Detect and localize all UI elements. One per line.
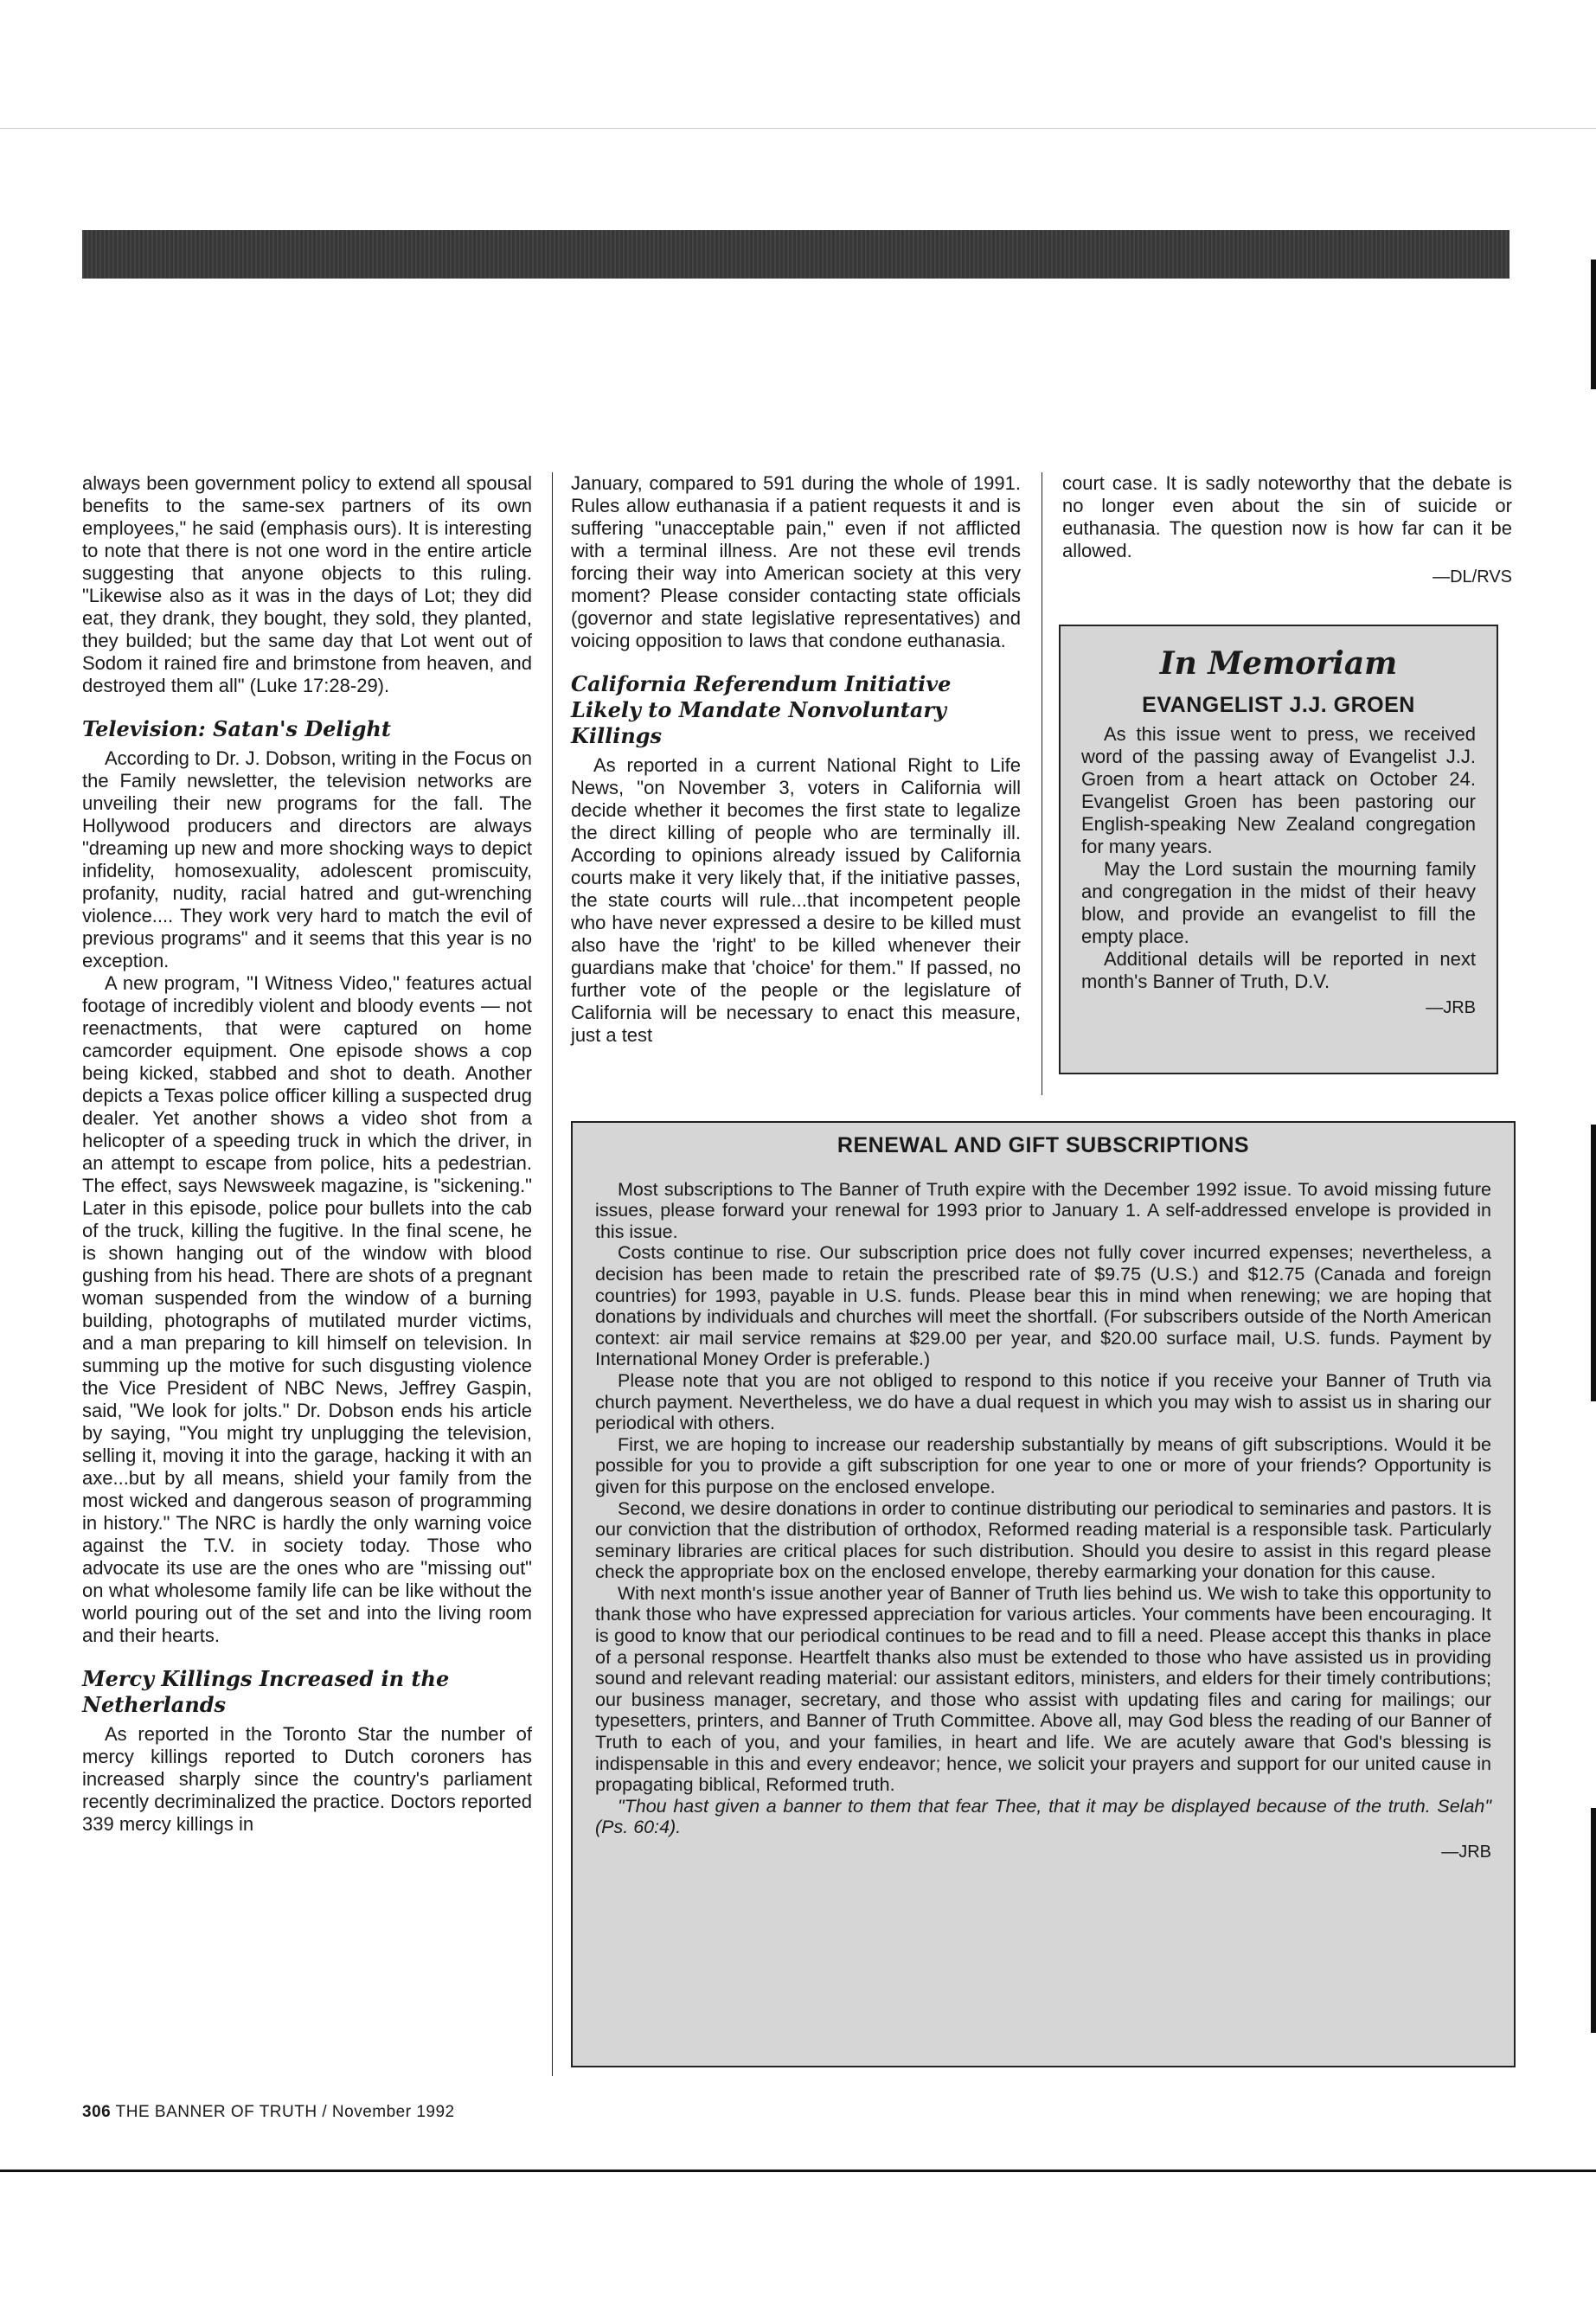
paragraph: A new program, "I Witness Video," features actual footage of incredibly violent and bloody events — not reenactments, that were captured on home camcorder equipment. One episode shows a cop being kicked, stabbed and shot to death. Another depicts a Texas police officer killing a suspected drug dealer. Yet another shows a video shot from a helicopter of a speeding truck in which the driver, in an attempt to escape from police, hits a pedestrian. The effect, says Newsweek magazine, is "sickening." Later in this episode, police pour bullets into the cab of the truck, killing the fugitive. In the final scene, he is shown hanging out of the window with blood gushing from his head. There are shots of a pregnant woman suspended from the window of a burning building, photographs of mutilated murder victims, and a man preparing to kill himself on television. In summing up the motive for such disgusting violence the Vice President of NBC News, Jeffrey Gaspin, said, "We look for jolts." Dr. Dobson ends his article by saying, "You might try unplugging the television, selling it, moving it into the garage, hacking it with an axe...but by all means, shield your family from the most wicked and dangerous season of programming in history." The NRC is hardly the only warning voice against the T.V. in society today. Those who advocate its use are the ones who are "missing out" on what wholesome family life can be like without the world pouring out of the set and into the living room and their hearts. <box>82 972 532 1646</box>
scan-edge-mark <box>1591 1125 1596 1401</box>
paragraph: As reported in a current National Right to Life News, "on November 3, voters in California will decide whether it becomes the first state to legalize the direct killing of people who are terminally ill. According to opinions already issued by California courts make it very likely that, if the initiative passes, the state courts will rule...that incompetent people who have never expressed a desire to be killed must also have the 'right' to be killed whenever their guardians make that 'choice' for them." If passed, no further vote of the people or the legislature of California will be necessary to enact this measure, just a test <box>571 754 1021 1046</box>
page-footer <box>82 2103 455 2122</box>
paragraph: May the Lord sustain the mourning family and congregation in the midst of their heavy blow, and provide an evangelist to fill the empty place. <box>1081 858 1476 947</box>
column-right <box>1062 472 1512 588</box>
paragraph: As reported in the Toronto Star the number of mercy killings reported to Dutch coroners has increased sharply since the country's parliament recently decriminalized the practice. Doctors reported 339 mercy killings in <box>82 1723 532 1835</box>
paragraph: Second, we desire donations in order to continue distributing our periodical to seminaries and pastors. It is our conviction that the distribution of orthodox, Reformed reading material is a responsible task. Particularly seminary libraries are critical places for such distribution. Should you desire to assist in this regard please check the appropriate box on the enclosed envelope, thereby earmarking your donation for this cause. <box>595 1497 1491 1583</box>
section-heading-mercy-killings: Mercy Killings Increased in the Netherlands <box>82 1666 450 1717</box>
article-continuation: January, compared to 591 during the whole of 1991. Rules allow euthanasia if a patient requests it and is suffering "unacceptable pain," even if not afflicted with a terminal illness. Are not these evil trends forcing their way into American society at this very moment? Please consider contacting state officials (governor and state legislative representatives) and voicing opposition to laws that condone euthanasia. <box>571 472 1021 651</box>
paragraph: Most subscriptions to The Banner of Truth expire with the December 1992 issue. To avoid missing future issues, please forward your renewal for 1993 prior to January 1. A self-addressed envelope is provided in this issue. <box>595 1178 1491 1242</box>
author-signature: —DL/RVS <box>1433 567 1512 586</box>
author-signature: —JRB <box>1441 1843 1491 1862</box>
article-continuation: always been government policy to extend all spousal benefits to the same-sex partners of its own employees," he said (emphasis ours). It is interesting to note that there is not one word in the entire article suggesting that anyone objects to this ruling. "Likewise also as it was in the days of Lot; they did eat, they drank, they bought, they sold, they planted, they builded; but the same day that Lot went out of Sodom it rained fire and brimstone from heaven, and destroyed them all" (Luke 17:28-29). <box>82 472 532 696</box>
paragraph: As this issue went to press, we received word of the passing away of Evangelist J.J. Groen from a heart attack on October 24. Evangelist Groen has been pastoring our English-speaking New Zealand congregation for many years. <box>1081 723 1476 857</box>
renewal-subscriptions-box <box>571 1121 1516 2067</box>
paragraph: With next month's issue another year of Banner of Truth lies behind us. We wish to take this opportunity to thank those who have expressed appreciation for various articles. Your comments have been encouraging. It is good to know that our periodical continues to be read and to fill a need. Please accept this thanks in place of a personal response. Heartfelt thanks also must be extended to those who have assisted us in providing sound and relevant reading material: our assistant editors, ministers, and elders for their timely contributions; our business manager, secretary, and those who assist with updating files and caring for mailings; our typesetters, printers, and Banner of Truth Committee. Above all, may God bless the reading of our Banner of Truth to each of you, and your families, in heart and life. We are acutely aware that God's blessing is indispensable in this and every endeavor; hence, we solicit your prayers and support for our united cause in propagating biblical, Reformed truth. <box>595 1582 1491 1796</box>
author-signature: —JRB <box>1426 998 1476 1017</box>
in-memoriam-box <box>1059 625 1498 1074</box>
paragraph: Costs continue to rise. Our subscription price does not fully cover incurred expenses; nevertheless, a decision has been made to retain the prescribed rate of $9.75 (U.S.) and $12.75 (Canada and foreign countries) for 1993, payable in U.S. funds. Please bear this in mind when renewing; we are hoping that donations by individuals and churches will meet the shortfall. (For subscribers outside of the North American context: air mail service remains at $29.00 per year, and $20.00 surface mail, U.S. funds. Payment by International Money Order is preferable.) <box>595 1242 1491 1370</box>
column-divider <box>552 472 553 2076</box>
section-heading-california: California Referendum Initiative Likely to Mandate Nonvoluntary Killings <box>571 671 952 748</box>
scan-edge-mark <box>1591 1808 1596 2033</box>
paragraph: According to Dr. J. Dobson, writing in the Focus on the Family newsletter, the television networks are unveiling their new programs for the fall. The Hollywood producers and directors are always "dreaming up new and more shocking ways to depict infidelity, homosexuality, adolescent promiscuity, profanity, nudity, racial hatred and gut-wrenching violence.... They work very hard to match the evil of previous programs" and it seems that this year is no exception. <box>82 747 533 971</box>
scripture-quote: "Thou hast given a banner to them that fear Thee, that it may be displayed because of the truth. Selah" (Ps. 60:4). <box>595 1795 1491 1838</box>
page-number: 306 <box>82 2103 112 2121</box>
renewal-title: RENEWAL AND GIFT SUBSCRIPTIONS <box>836 1133 1250 1157</box>
paragraph: First, we are hoping to increase our readership substantially by means of gift subscriptions. Would it be possible for you to provide a gift subscription for one year to one or more of your friends? Opportunity is given for this purpose on the enclosed envelope. <box>595 1433 1491 1497</box>
column-middle <box>571 472 1021 1047</box>
memoriam-name: EVANGELIST J.J. GROEN <box>1142 693 1415 717</box>
article-continuation: court case. It is sadly noteworthy that the debate is no longer even about the sin of suicide or euthanasia. The question now is how far can it be allowed. <box>1062 472 1512 561</box>
bottom-page-rule <box>0 2170 1596 2172</box>
header-banner-bar <box>82 230 1509 279</box>
section-heading-television: Television: Satan's Delight <box>82 716 391 741</box>
publication-name: THE BANNER OF TRUTH / November 1992 <box>115 2103 455 2121</box>
memoriam-title: In Memoriam <box>1159 645 1398 682</box>
paragraph: Please note that you are not obliged to respond to this notice if you receive your Banner of Truth via church payment. Nevertheless, we do have a dual request in which you may wish to assist us in sharing our periodical with others. <box>595 1369 1491 1434</box>
top-page-rule <box>0 128 1596 129</box>
scan-edge-mark <box>1591 260 1596 389</box>
column-left <box>82 472 532 1836</box>
paragraph: Additional details will be reported in next month's Banner of Truth, D.V. <box>1081 948 1476 992</box>
